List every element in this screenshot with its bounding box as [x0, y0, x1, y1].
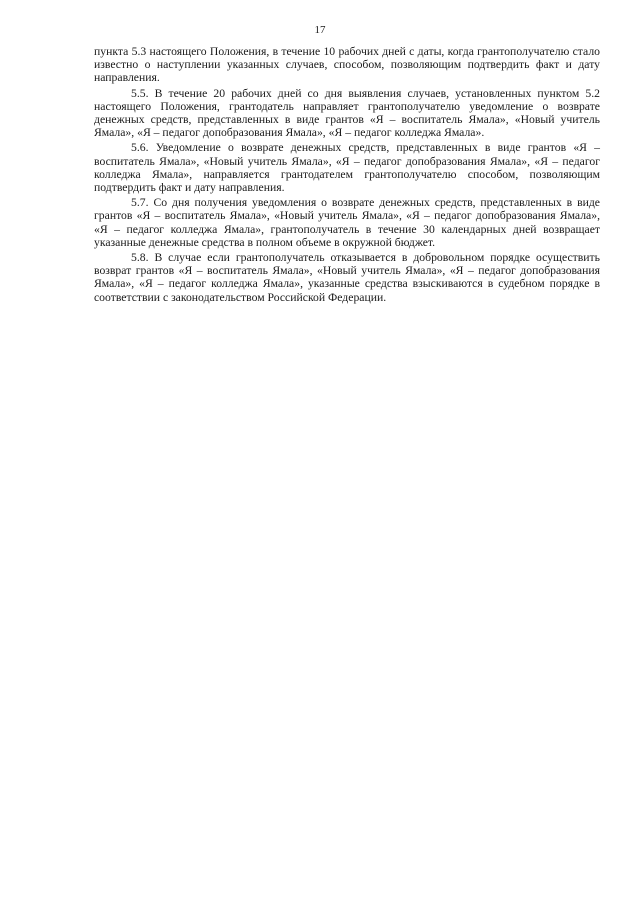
paragraph-5-5: 5.5. В течение 20 рабочих дней со дня выявления случаев, установленных пунктом 5.2 настоящего Положения, грантодатель направляет грантополучателю уведомление о возврате денежных средств, представленных в виде грантов «Я – воспитатель Ямала», «Новый учитель Ямала», «Я – педагог допобразования Ямала», «Я – педагог колледжа Ямала». [94, 86, 600, 140]
paragraph-5-7: 5.7. Со дня получения уведомления о возврате денежных средств, представленных в виде грантов «Я – воспитатель Ямала», «Новый учитель Ямала», «Я – педагог допобразования Ямала», «Я – педагог колледжа Ямала», грантополучатель в течение 30 календарных дней возвращает указанные денежные средства в полном объеме в окружной бюджет. [94, 196, 600, 249]
paragraph-5-6: 5.6. Уведомление о возврате денежных средств, представленных в виде грантов «Я – воспитатель Ямала», «Новый учитель Ямала», «Я – педагог допобразования Ямала», «Я – педагог колледжа Ямала», направляется грантодателем грантополучателю способом, позволяющим подтвердить факт и дату направления. [94, 141, 600, 195]
document-body [94, 45, 600, 306]
paragraph-5-8: 5.8. В случае если грантополучатель отказывается в добровольном порядке осуществить возврат грантов «Я – воспитатель Ямала», «Новый учитель Ямала», «Я – педагог допобразования Ямала», «Я – педагог колледжа Ямала», указанные средства взыскиваются в судебном порядке в соответствии с законодательством Российской Федерации. [94, 251, 600, 304]
paragraph-continuation: пункта 5.3 настоящего Положения, в течение 10 рабочих дней с даты, когда грантополучателю стало известно о наступлении указанных случаев, способом, позволяющим подтвердить факт и дату направления. [94, 45, 600, 85]
page-number: 17 [314, 24, 326, 36]
